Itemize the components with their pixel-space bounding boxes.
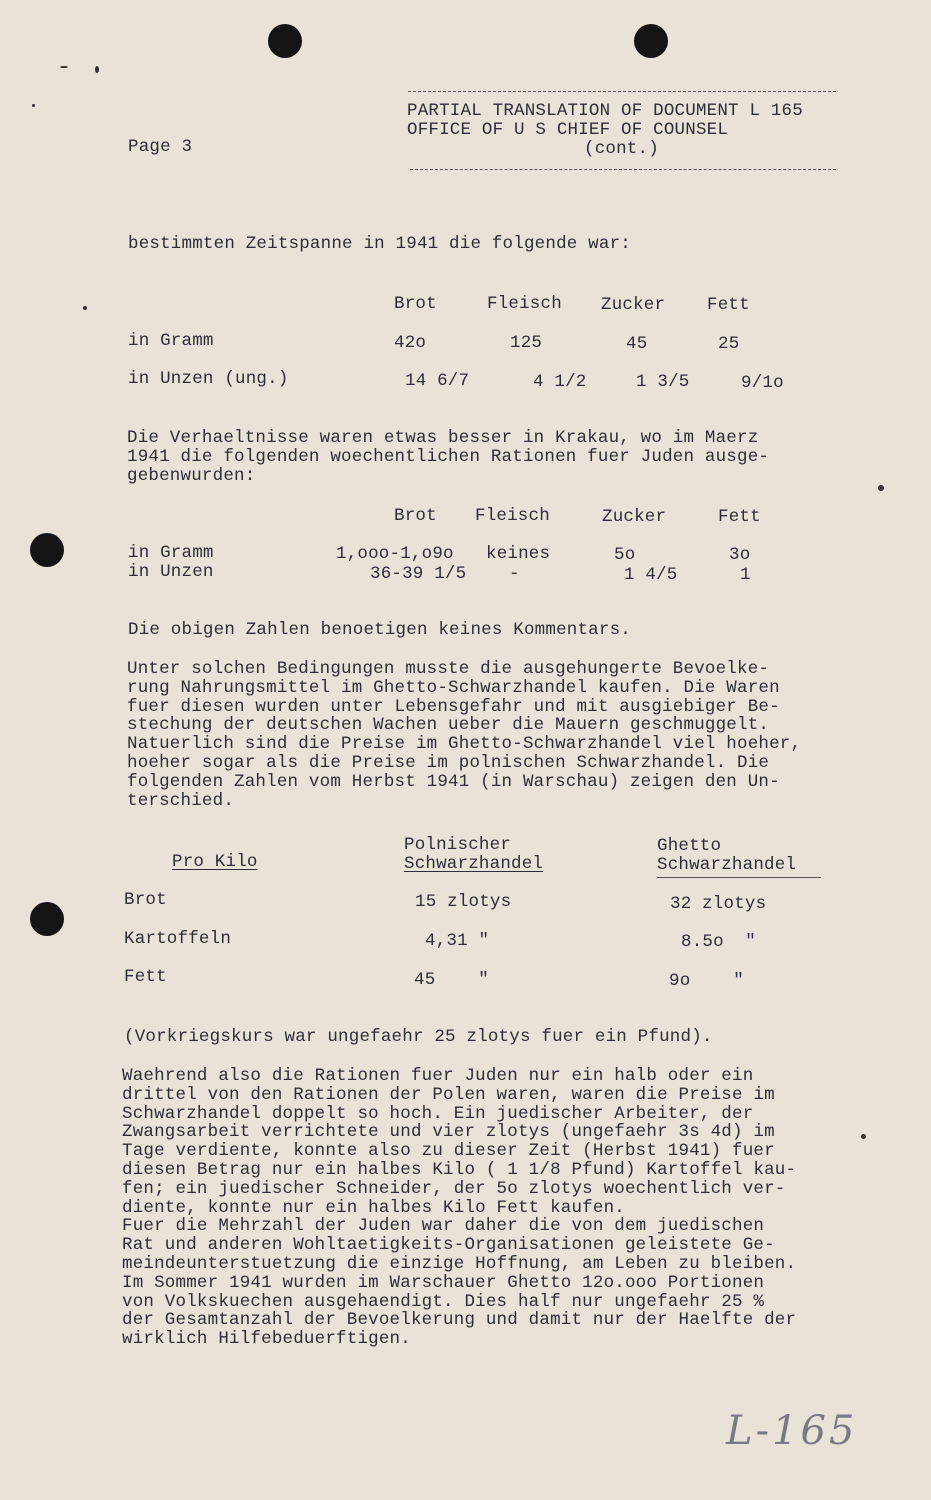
text-line: folgenden Zahlen vom Herbst 1941 (in Warschau) zeigen den Un- [127,771,780,792]
text-line: Schwarzhandel doppelt so hoch. Ein juedischer Arbeiter, der [122,1103,754,1124]
text-line: Tage verdiente, konnte also zu dieser Zeit (Herbst 1941) fuer [122,1141,775,1162]
punch-hole-top-left [268,24,302,58]
table1-cell: 14 6/7 [405,371,470,391]
table1-col-fett: Fett [707,295,750,315]
table3-row-label: Kartoffeln [124,929,232,949]
punch-hole-top-right [634,24,668,58]
text-line: wirklich Hilfebeduerftigen. [122,1329,411,1350]
table2-cell: 1,ooo-1,o9o [336,544,454,564]
exchange-rate-note: (Vorkriegskurs war ungefaehr 25 zlotys fuer ein Pfund). [124,1027,713,1047]
table1-row-label: in Unzen (ung.) [128,369,289,389]
text-line: Waehrend also die Rationen fuer Juden nur ein halb oder ein [122,1066,754,1086]
table2-cell: keines [486,544,551,564]
text-line: diente, konnte nur ein halbes Kilo Fett kaufen. [122,1197,625,1218]
table1-cell: 25 [718,334,740,354]
table3-cell-ghetto: 9o " [669,971,744,991]
table1-cell: 1 3/5 [636,372,690,392]
table1-cell: 42o [394,333,427,353]
table2-cell: 1 4/5 [624,565,678,585]
paragraph-conditions [127,660,887,810]
table2-cell: 5o [614,545,636,565]
text-line: fuer diesen wurden unter Lebensgefahr und mit ausgiebiger Be- [127,696,780,717]
page-label: Page 3 [128,137,193,157]
table1-col-brot: Brot [394,294,437,314]
text-line: von Volkskuechen ausgehaendigt. Dies half nur ungefaehr 25 % [122,1291,765,1312]
text-line: meindeunterstuetzung die einzige Hoffnung, am Leben zu bleiben. [122,1253,797,1274]
text-line: Zwangsarbeit verrichtete und vier zlotys (ungefaehr 3s 4d) im [122,1122,775,1143]
table3-col2-underline [657,877,821,878]
text-line: Natuerlich sind die Preise im Ghetto-Schwarzhandel viel hoeher, [127,734,802,755]
text-line: fen; ein juedischer Schneider, der 5o zlotys woechentlich ver- [122,1178,786,1199]
text-line: diesen Betrag nur ein halbes Kilo ( 1 1/8 Pfund) Kartoffel kau- [122,1159,797,1180]
table3-col2-line2: Schwarzhandel [657,855,797,875]
speck-mark [83,306,87,310]
text-line: terschied. [127,790,235,811]
speck-mark [32,104,35,107]
table1-cell: 125 [510,333,543,353]
text-line: Unter solchen Bedingungen musste die ausgehungerte Bevoelke- [127,659,770,679]
table1-cell: 45 [626,334,648,354]
speck-mark [878,485,884,491]
paragraph-krakau [127,429,887,485]
header-rule-top [408,91,836,92]
punch-hole-left-middle [30,533,64,567]
header-title-line3: (cont.) [584,139,659,159]
text-line: gebenwurden: [127,465,256,486]
table3-col1-line2: Schwarzhandel [404,854,544,874]
text-line: Die Verhaeltnisse waren etwas besser in Krakau, wo im Maerz [127,428,759,448]
table2-cell: - [509,564,520,584]
table2-row-label: in Gramm [128,543,214,563]
text-line: drittel von den Rationen der Polen waren, waren die Preise im [122,1084,775,1105]
table1-col-zucker: Zucker [601,295,666,315]
text-line: rung Nahrungsmittel im Ghetto-Schwarzhandel kaufen. Die Waren [127,677,780,698]
comment-line: Die obigen Zahlen benoetigen keines Kommentars. [128,620,631,640]
handwritten-document-number: L-165 [726,1408,858,1454]
speck-mark [60,66,68,68]
table1-row-label: in Gramm [128,331,214,351]
text-line: Fuer die Mehrzahl der Juden war daher die von dem juedischen [122,1216,765,1237]
punch-hole-left-lower [30,902,64,936]
table3-cell-polish: 45 " [414,970,489,990]
table2-col-fett: Fett [718,507,761,527]
text-line: stechung der deutschen Wachen ueber die Mauern geschmuggelt. [127,715,770,736]
table3-col1-line1: Polnischer [404,835,512,855]
table1-cell: 9/1o [741,373,784,393]
text-line: der Gesamtanzahl der Bevoelkerung und damit nur der Haelfte der [122,1310,797,1331]
table2-col-zucker: Zucker [602,507,667,527]
table3-header-label: Pro Kilo [172,852,258,872]
intro-line: bestimmten Zeitspanne in 1941 die folgende war: [128,234,631,254]
table3-cell-ghetto: 8.5o " [681,932,756,952]
table2-row-label: in Unzen [128,562,214,582]
table3-row-label: Fett [124,967,167,987]
header-title-line2: OFFICE OF U S CHIEF OF COUNSEL [407,120,729,140]
table2-cell: 36-39 1/5 [370,564,467,584]
paragraph-final [122,1067,902,1349]
text-line: Im Sommer 1941 wurden im Warschauer Ghetto 12o.ooo Portionen [122,1272,765,1293]
table3-cell-polish: 4,31 " [425,931,490,951]
table3-cell-polish: 15 zlotys [415,892,512,912]
header-title-line1: PARTIAL TRANSLATION OF DOCUMENT L 165 [407,101,803,121]
table3-cell-ghetto: 32 zlotys [670,894,767,914]
table1-cell: 4 1/2 [533,372,587,392]
table3-row-label: Brot [124,890,167,910]
speck-mark [95,66,99,73]
table2-col-fleisch: Fleisch [475,506,550,526]
header-rule-bottom [410,169,836,170]
table2-cell: 3o [729,545,751,565]
table2-cell: 1 [740,565,751,585]
table1-col-fleisch: Fleisch [487,294,562,314]
table3-col2-line1: Ghetto [657,836,722,856]
text-line: hoeher sogar als die Preise im polnischen Schwarzhandel. Die [127,752,770,773]
text-line: Rat und anderen Wohltaetigkeits-Organisationen geleistete Ge- [122,1235,775,1256]
text-line: 1941 die folgenden woechentlichen Rationen fuer Juden ausge- [127,446,770,467]
table2-col-brot: Brot [394,506,437,526]
